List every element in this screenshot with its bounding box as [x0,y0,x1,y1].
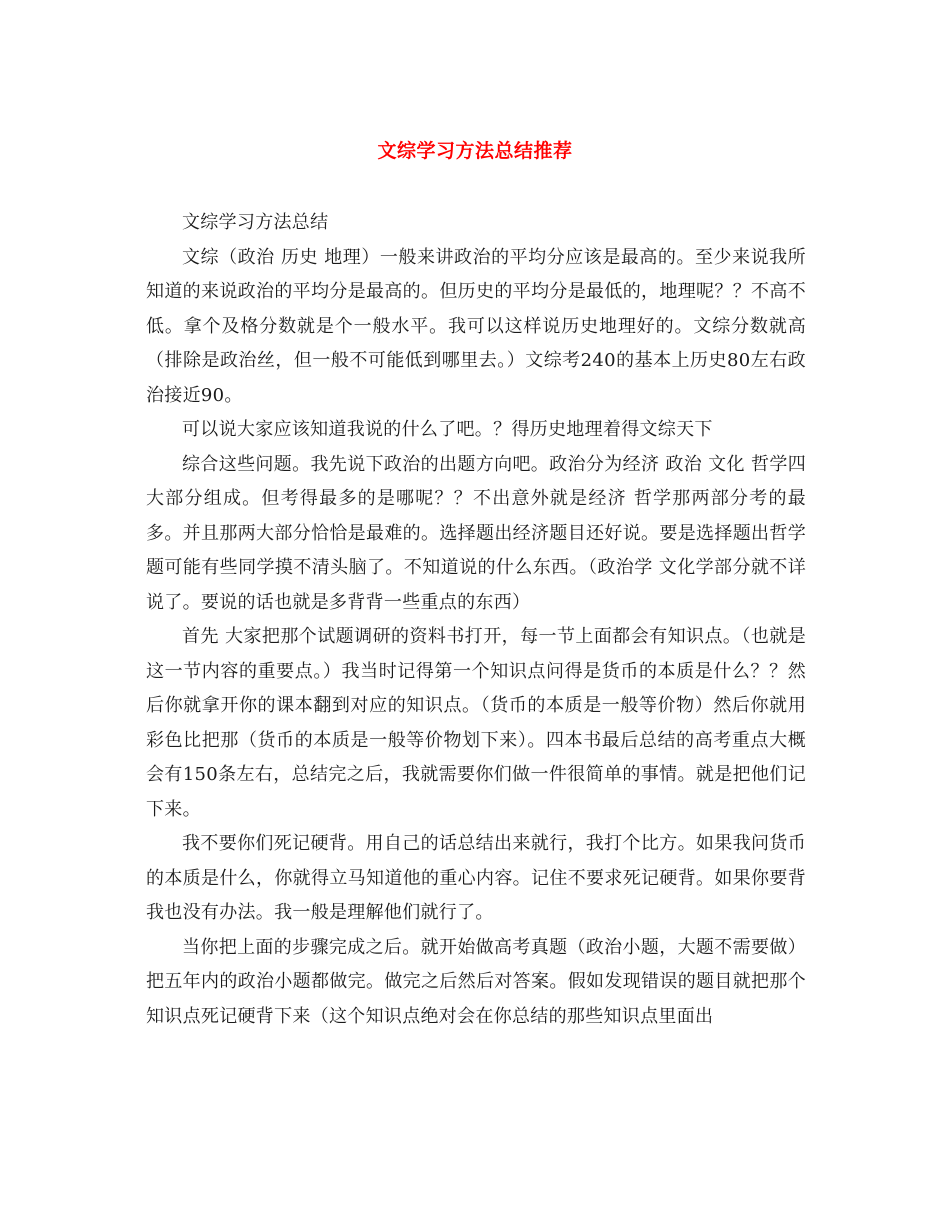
paragraph: 综合这些问题。我先说下政治的出题方向吧。政治分为经济 政治 文化 哲学四大部分组成。但考得最多的是哪呢？？不出意外就是经济 哲学那两部分考的最多。并且那两大部分恰恰是最难的。选择题出经济题目还好说。要是选择题出哲学题可能有些同学摸不清头脑了。不知道说的什么东西。（政治学 文化学部分就不详说了。要说的话也就是多背背一些重点的东西） [146,453,806,613]
document-body [146,206,806,1034]
paragraph: 可以说大家应该知道我说的什么了吧。？得历史地理着得文综天下 [182,419,713,440]
paragraph: 文综（政治 历史 地理）一般来讲政治的平均分应该是最高的。至少来说我所知道的来说政治的平均分是最高的。但历史的平均分是最低的，地理呢？？不高不低。拿个及格分数就是个一般水平。我可以这样说历史地理好的。文综分数就高（排除是政治丝，但一般不可能低到哪里去。）文综考240的基本上历史80左右政治接近90。 [146,246,806,406]
paragraph-heading: 文综学习方法总结 [182,212,329,233]
paragraph: 首先 大家把那个试题调研的资料书打开，每一节上面都会有知识点。（也就是这一节内容的重要点。）我当时记得第一个知识点问得是货币的本质是什么？？然后你就拿开你的课本翻到对应的知识点。（货币的本质是一般等价物）然后你就用彩色比把那（货币的本质是一般等价物划下来）。四本书最后总结的高考重点大概会有150条左右，总结完之后，我就需要你们做一件很简单的事情。就是把他们记下来。 [146,626,806,820]
paragraph: 我不要你们死记硬背。用自己的话总结出来就行，我打个比方。如果我问货币的本质是什么，你就得立马知道他的重心内容。记住不要求死记硬背。如果你要背我也没有办法。我一般是理解他们就行了。 [146,833,806,923]
document-title: 文综学习方法总结推荐 [377,140,573,162]
paragraph: 当你把上面的步骤完成之后。就开始做高考真题（政治小题，大题不需要做）把五年内的政治小题都做完。做完之后然后对答案。假如发现错误的题目就把那个知识点死记硬背下来（这个知识点绝对会在你总结的那些知识点里面出 [146,936,806,1027]
